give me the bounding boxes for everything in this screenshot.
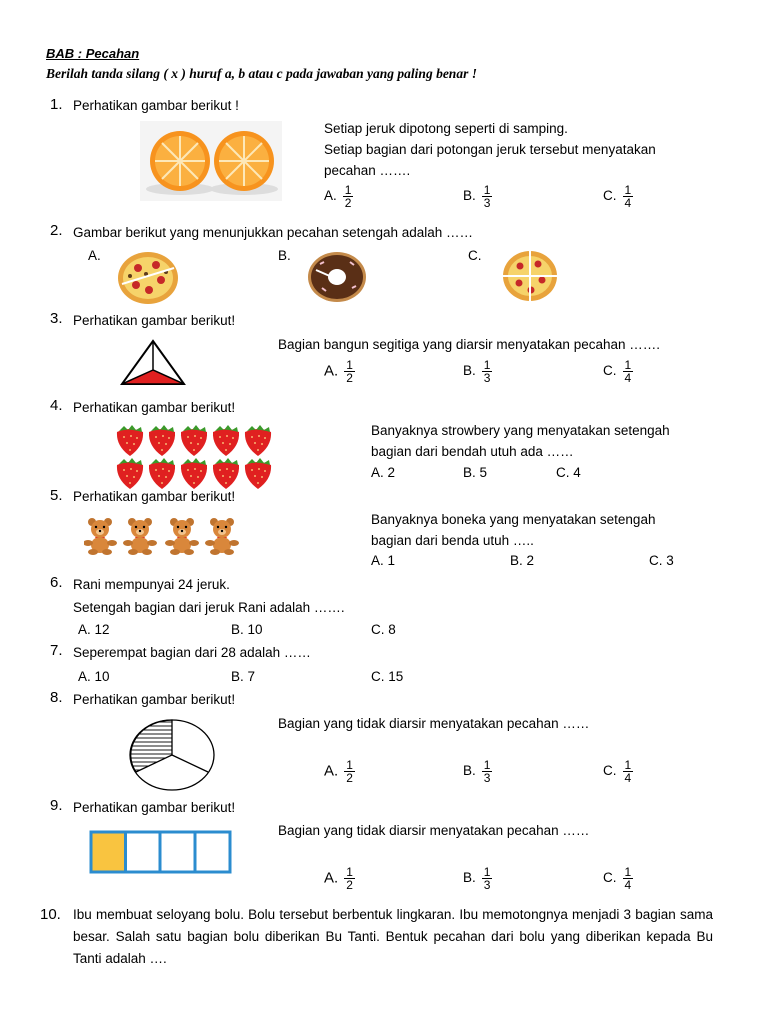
denominator: 2: [346, 371, 353, 385]
denominator: 3: [483, 196, 491, 210]
q6-option-b[interactable]: B. 10: [231, 622, 263, 637]
denominator: 4: [624, 878, 632, 892]
denominator: 3: [483, 878, 491, 892]
q9-option-c[interactable]: [603, 866, 633, 891]
option-label: C.: [603, 188, 617, 204]
triangle-figure: [118, 338, 188, 386]
option-label: A.: [324, 869, 339, 887]
q6-text-2: Setengah bagian dari jeruk Rani adalah …….: [73, 600, 345, 615]
option-label: A.: [324, 188, 337, 204]
option-label: A.: [324, 362, 339, 380]
q5-number: 5.: [50, 487, 63, 504]
option-label: C.: [603, 870, 617, 886]
q3-desc: Bagian bangun segitiga yang diarsir menyatakan pecahan …….: [278, 337, 660, 352]
q5-desc-1: Banyaknya boneka yang menyatakan setengah: [371, 512, 656, 527]
q1-desc-2: Setiap bagian dari potongan jeruk tersebut menyatakan: [324, 142, 656, 157]
option-label: C.: [603, 363, 617, 379]
denominator: 2: [346, 771, 353, 785]
option-label: C.: [603, 763, 617, 779]
q1-desc-1: Setiap jeruk dipotong seperti di samping.: [324, 121, 568, 136]
numerator: 1: [346, 358, 353, 372]
circle-figure: [126, 716, 218, 794]
q3-option-c[interactable]: [603, 359, 633, 384]
q8-option-b[interactable]: [463, 759, 492, 784]
q1-number: 1.: [50, 96, 63, 113]
option-label: B.: [463, 363, 476, 379]
q2-option-a[interactable]: A.: [88, 248, 101, 263]
numerator: 1: [344, 183, 352, 197]
option-label: B.: [463, 763, 476, 779]
chapter-title: BAB : Pecahan: [46, 46, 140, 61]
q5-option-b[interactable]: B. 2: [510, 553, 535, 568]
q7-number: 7.: [50, 642, 63, 659]
q4-number: 4.: [50, 397, 63, 414]
denominator: 2: [344, 196, 352, 210]
q9-desc: Bagian yang tidak diarsir menyatakan pecahan ……: [278, 823, 590, 838]
numerator: 1: [483, 358, 491, 372]
q9-text: Perhatikan gambar berikut!: [73, 800, 236, 815]
q8-desc: Bagian yang tidak diarsir menyatakan pecahan ……: [278, 716, 590, 731]
option-label: B.: [463, 188, 476, 204]
q9-option-a[interactable]: [324, 866, 355, 891]
denominator: 4: [624, 196, 632, 210]
q8-number: 8.: [50, 689, 63, 706]
q2-number: 2.: [50, 222, 63, 239]
q8-option-c[interactable]: [603, 759, 633, 784]
q8-option-a[interactable]: [324, 759, 355, 784]
instruction: Berilah tanda silang ( x ) huruf a, b atau c pada jawaban yang paling benar !: [46, 66, 477, 81]
q3-text: Perhatikan gambar berikut!: [73, 313, 236, 328]
q3-number: 3.: [50, 310, 63, 327]
numerator: 1: [483, 865, 491, 879]
q6-number: 6.: [50, 574, 63, 591]
numerator: 1: [624, 865, 632, 879]
q4-desc-2: bagian dari bendah utuh ada ……: [371, 444, 574, 459]
q6-text: Rani mempunyai 24 jeruk.: [73, 577, 230, 592]
q1-option-a[interactable]: [324, 184, 353, 209]
q5-text: Perhatikan gambar berikut!: [73, 489, 236, 504]
teddy-bears-image: [84, 518, 244, 556]
q1-text: Perhatikan gambar berikut !: [73, 98, 239, 113]
q3-option-b[interactable]: [463, 359, 492, 384]
q1-option-b[interactable]: [463, 184, 492, 209]
option-label: B.: [463, 870, 476, 886]
denominator: 3: [483, 371, 491, 385]
q3-option-a[interactable]: [324, 359, 355, 384]
numerator: 1: [624, 183, 632, 197]
q2-option-c[interactable]: C.: [468, 248, 482, 263]
denominator: 2: [346, 878, 353, 892]
q7-option-c[interactable]: C. 15: [371, 669, 404, 684]
q2-option-b[interactable]: B.: [278, 248, 291, 263]
denominator: 3: [483, 771, 491, 785]
q5-option-c[interactable]: C. 3: [649, 553, 674, 568]
denominator: 4: [624, 771, 632, 785]
orange-halves-image: [140, 121, 282, 201]
q6-option-c[interactable]: C. 8: [371, 622, 396, 637]
numerator: 1: [483, 183, 491, 197]
q4-desc-1: Banyaknya strowbery yang menyatakan setengah: [371, 423, 670, 438]
q7-option-a[interactable]: A. 10: [78, 669, 110, 684]
q7-text: Seperempat bagian dari 28 adalah ……: [73, 645, 311, 660]
q8-text: Perhatikan gambar berikut!: [73, 692, 236, 707]
q2-text: Gambar berikut yang menunjukkan pecahan setengah adalah ……: [73, 225, 474, 240]
pizza-image-a: [116, 250, 180, 306]
numerator: 1: [483, 758, 491, 772]
donut-image-b: [306, 250, 368, 304]
numerator: 1: [624, 358, 632, 372]
q4-option-a[interactable]: A. 2: [371, 465, 396, 480]
q4-option-b[interactable]: B. 5: [463, 465, 488, 480]
q5-desc-2: bagian dari benda utuh …..: [371, 533, 534, 548]
q6-option-a[interactable]: A. 12: [78, 622, 110, 637]
q9-number: 9.: [50, 797, 63, 814]
strawberries-image: [114, 424, 278, 490]
rectangle-figure: [89, 830, 232, 874]
q1-desc-3: pecahan …….: [324, 163, 411, 178]
q1-option-c[interactable]: [603, 184, 633, 209]
numerator: 1: [346, 758, 353, 772]
q4-text: Perhatikan gambar berikut!: [73, 400, 236, 415]
option-label: A.: [324, 762, 339, 780]
numerator: 1: [346, 865, 353, 879]
q10-number: 10.: [40, 906, 61, 923]
q9-option-b[interactable]: [463, 866, 492, 891]
q4-option-c[interactable]: C. 4: [556, 465, 581, 480]
denominator: 4: [624, 371, 632, 385]
q10-text: Ibu membuat seloyang bolu. Bolu tersebut berbentuk lingkaran. Ibu memotongnya menjadi 3 bagian sama besar. Salah satu bagian bolu diberikan Bu Tanti. Bentuk pecahan dari bolu yang diberikan kepada Bu Tanti adalah ….: [73, 907, 713, 966]
q7-option-b[interactable]: B. 7: [231, 669, 256, 684]
q5-option-a[interactable]: A. 1: [371, 553, 396, 568]
numerator: 1: [624, 758, 632, 772]
pizza-image-c: [502, 250, 558, 302]
